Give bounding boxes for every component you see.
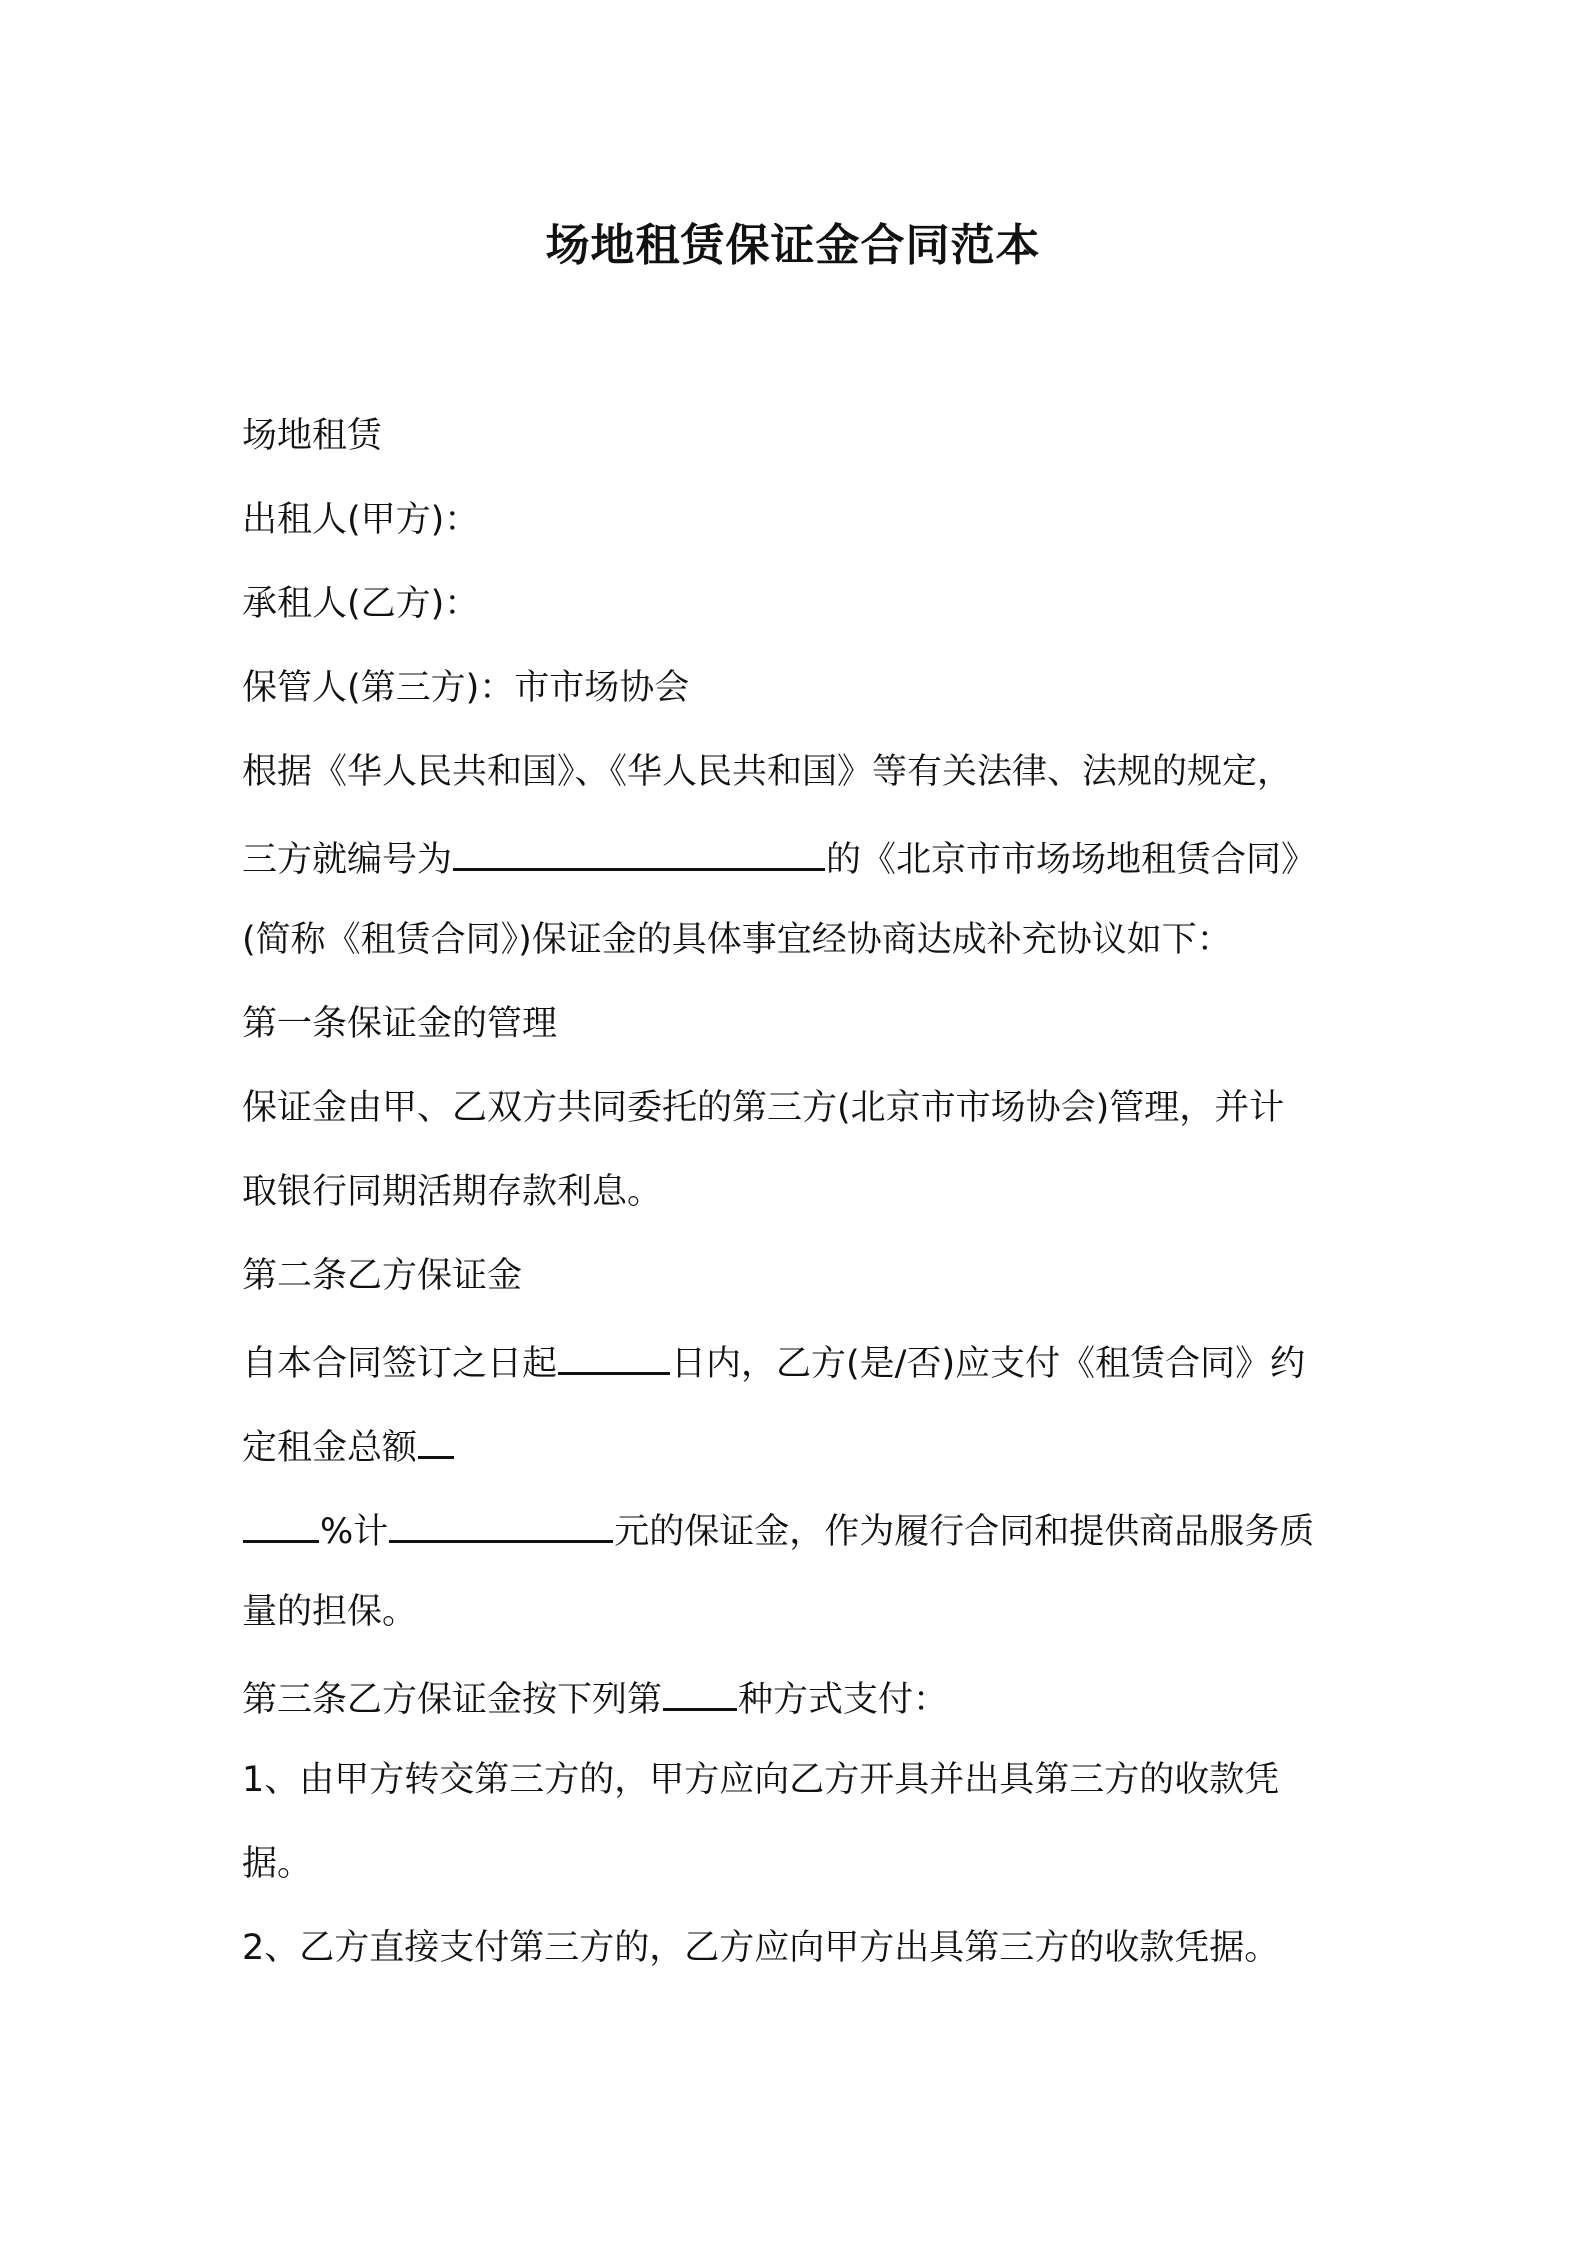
payment-item-1-line-1: 1、由甲方转交第三方的，甲方应向乙方开具并出具第三方的收款凭 [242,1760,1280,1800]
article-2-days-suffix: 日内，乙方(是/否)应支付《租赁合同》约 [671,1344,1306,1384]
percent-label: %计 [320,1512,389,1552]
contract-number-suffix: 的《北京市市场场地租赁合同》 [826,840,1317,880]
article-2-days-prefix: 自本合同签订之日起 [242,1344,558,1384]
short-name-line: (简称《租赁合同》)保证金的具体事宜经协商达成补充协议如下： [242,920,1232,960]
amount-blank[interactable] [389,1504,613,1543]
deposit-purpose: 元的保证金，作为履行合同和提供商品服务质 [614,1512,1315,1552]
contract-number-prefix: 三方就编号为 [242,840,453,880]
total-rent-label: 定租金总额 [242,1428,418,1468]
payment-method-blank[interactable] [663,1672,737,1711]
article-2-body-line-4: 量的担保。 [242,1592,418,1632]
contract-number-line [242,832,1362,884]
payment-item-1-line-2: 据。 [242,1844,313,1884]
article-2-body-line-3 [242,1504,1362,1556]
article-3-title-prefix: 第三条乙方保证金按下列第 [242,1680,663,1720]
total-rent-blank[interactable] [418,1420,454,1459]
article-3-title-suffix: 种方式支付： [738,1680,949,1720]
article-2-body-line-1 [242,1336,1362,1388]
article-3-title [242,1672,1362,1724]
days-blank[interactable] [558,1336,670,1375]
article-1-body-line-2: 取银行同期活期存款利息。 [242,1172,663,1212]
percent-blank[interactable] [243,1504,319,1543]
legal-basis-line: 根据《华人民共和国》、《华人民共和国》等有关法律、法规的规定， [242,752,1293,792]
lessee-line: 承租人(乙方)： [242,584,480,624]
article-2-title: 第二条乙方保证金 [242,1256,523,1296]
contract-number-blank[interactable] [453,832,825,871]
article-2-body-line-2 [242,1420,1362,1472]
custodian-line: 保管人(第三方)：市市场协会 [242,668,690,708]
payment-item-2: 2、乙方直接支付第三方的，乙方应向甲方出具第三方的收款凭据。 [242,1928,1280,1968]
lessor-line: 出租人(甲方)： [242,500,480,540]
article-1-body-line-1: 保证金由甲、乙双方共同委托的第三方(北京市市场协会)管理，并计 [242,1088,1285,1128]
document-title: 场地租赁保证金合同范本 [545,220,1041,271]
section-heading: 场地租赁 [242,416,383,456]
article-1-title: 第一条保证金的管理 [242,1004,558,1044]
